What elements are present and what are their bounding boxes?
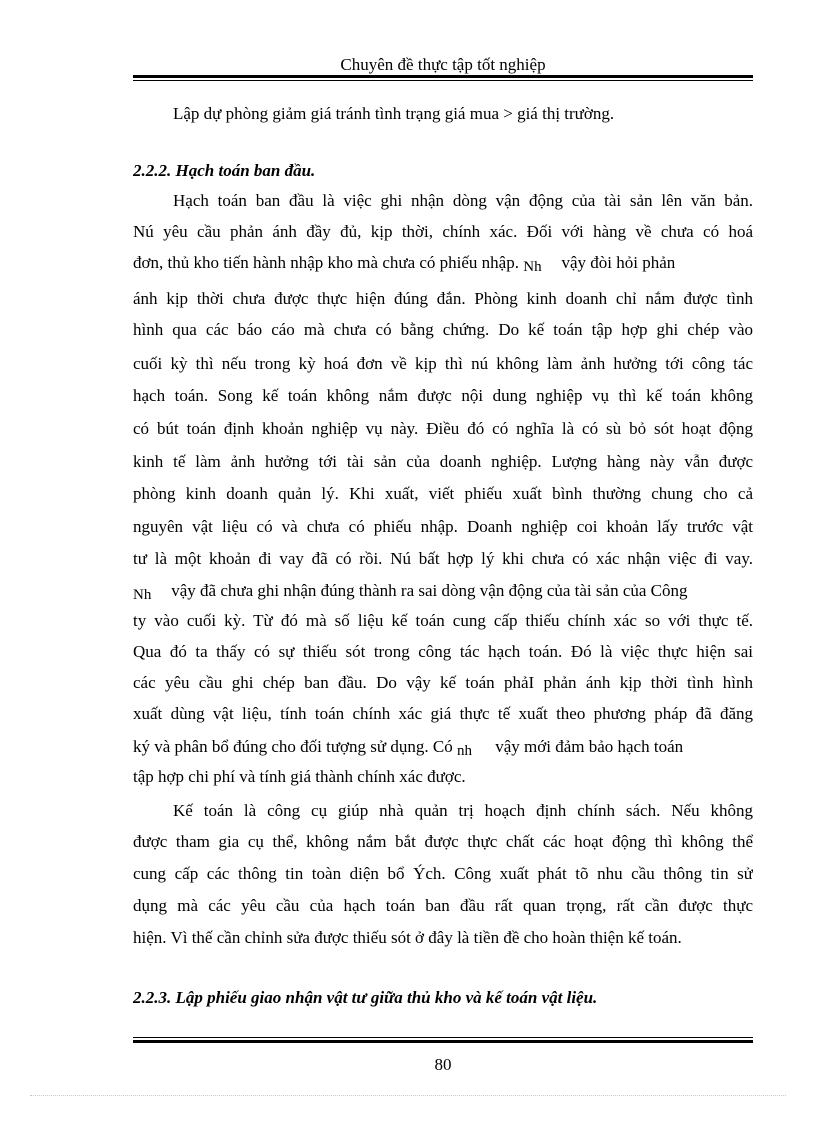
page-edge-dotted-line	[30, 1095, 786, 1096]
intro-line	[133, 98, 753, 129]
footer-rule-thin	[133, 1037, 753, 1038]
section-heading-2-2-2: 2.2.2. Hạch toán ban đầu.	[133, 161, 316, 180]
paragraph-line: Qua đó ta thấy có sự thiếu sót trong công tác hạch toán. Đó là việc thực hiện sai	[133, 642, 753, 661]
header-rule-thin	[133, 80, 753, 81]
paragraph-line: Kế toán là công cụ giúp nhà quản trị hoạch định chính sách. Nếu không	[173, 801, 753, 820]
paragraph-line: tư là một khoản đi vay đã có rồi. Nú bất hợp lý khi chưa có xác nhận việc đi vay.	[133, 549, 753, 568]
paragraph-line: phòng kinh doanh quản lý. Khi xuất, viết phiếu xuất bình thường chung cho cả	[133, 484, 753, 503]
paragraph-line: nguyên vật liệu có và chưa có phiếu nhập. Doanh nghiệp coi khoản lấy trước vật	[133, 517, 753, 536]
paragraph-line: ánh kịp thời chưa được thực hiện đúng đắn. Phòng kinh doanh chỉ nắm được tình	[133, 289, 753, 308]
paragraph-line: đơn, thủ kho tiến hành nhập kho mà chưa có phiếu nhập. Nh vậy đòi hỏi phản	[133, 253, 676, 275]
paragraph-line: Nh vậy đã chưa ghi nhận đúng thành ra sai dòng vận động của tài sản của Công	[133, 581, 688, 603]
paragraph-line: được tham gia cụ thể, không nắm bắt được thực chất các hoạt động thì không thể	[133, 832, 753, 851]
paragraph-line: hình qua các báo cáo mà chưa có bằng chứng. Do kế toán tập hợp ghi chép vào	[133, 320, 753, 339]
page-header-title: Chuyên đề thực tập tốt nghiệp	[340, 55, 546, 74]
paragraph-line: các yêu cầu ghi chép ban đầu. Do vậy kế toán phảI phản ánh kịp thời tình hình	[133, 673, 753, 692]
page-number: 80	[434, 1055, 452, 1074]
header-rule-thick	[133, 75, 753, 78]
paragraph-line: Nú yêu cầu phản ánh đầy đủ, kịp thời, chính xác. Đối với hàng về chưa có hoá	[133, 222, 753, 241]
paragraph-line: tập hợp chi phí và tính giá thành chính xác được.	[133, 767, 466, 786]
paragraph-line: hiện. Vì thế cần chỉnh sửa được thiếu sót ở đây là tiền đề cho hoàn thiện kế toán.	[133, 928, 682, 947]
paragraph-line: Hạch toán ban đầu là việc ghi nhận dòng vận động của tài sản lên văn bản.	[173, 191, 753, 210]
paragraph-line: hạch toán. Song kế toán không nắm được nội dung nghiệp vụ thì kế toán không	[133, 386, 753, 405]
paragraph-line: có bút toán định khoản nghiệp vụ này. Điều đó có nghĩa là có sù bỏ sót hoạt động	[133, 419, 753, 438]
footer-rule-thick	[133, 1040, 753, 1043]
intro-text: Lập dự phòng giảm giá tránh tình trạng giá mua > giá thị trường.	[173, 104, 615, 123]
paragraph-line: dụng mà các yêu cầu của hạch toán ban đầu rất quan trọng, rất cần được thực	[133, 896, 753, 915]
paragraph-line: cung cấp các thông tin toàn diện bổ Ých. Công xuất phát tõ nhu cầu thông tin sử	[133, 864, 753, 883]
paragraph-line: ty vào cuối kỳ. Từ đó mà số liệu kế toán cung cấp thiếu chính xác so với thực tế.	[133, 611, 753, 630]
paragraph-line: kinh tế làm ảnh hưởng tới tài sản của doanh nghiệp. Lượng hàng này vẫn được	[133, 452, 753, 471]
section-heading-2-2-3: 2.2.3. Lập phiếu giao nhận vật tư giữa thủ kho và kế toán vật liệu.	[133, 988, 598, 1007]
paragraph-line: xuất dùng vật liệu, tính toán chính xác giá thực tế xuất theo phương pháp đã đăng	[133, 704, 753, 723]
paragraph-line: ký và phân bổ đúng cho đối tượng sử dụng. Có nh vậy mới đảm bảo hạch toán	[133, 737, 684, 759]
paragraph-line: cuối kỳ thì nếu trong kỳ hoá đơn về kịp thì nú không làm ảnh hưởng tới công tác	[133, 354, 753, 373]
